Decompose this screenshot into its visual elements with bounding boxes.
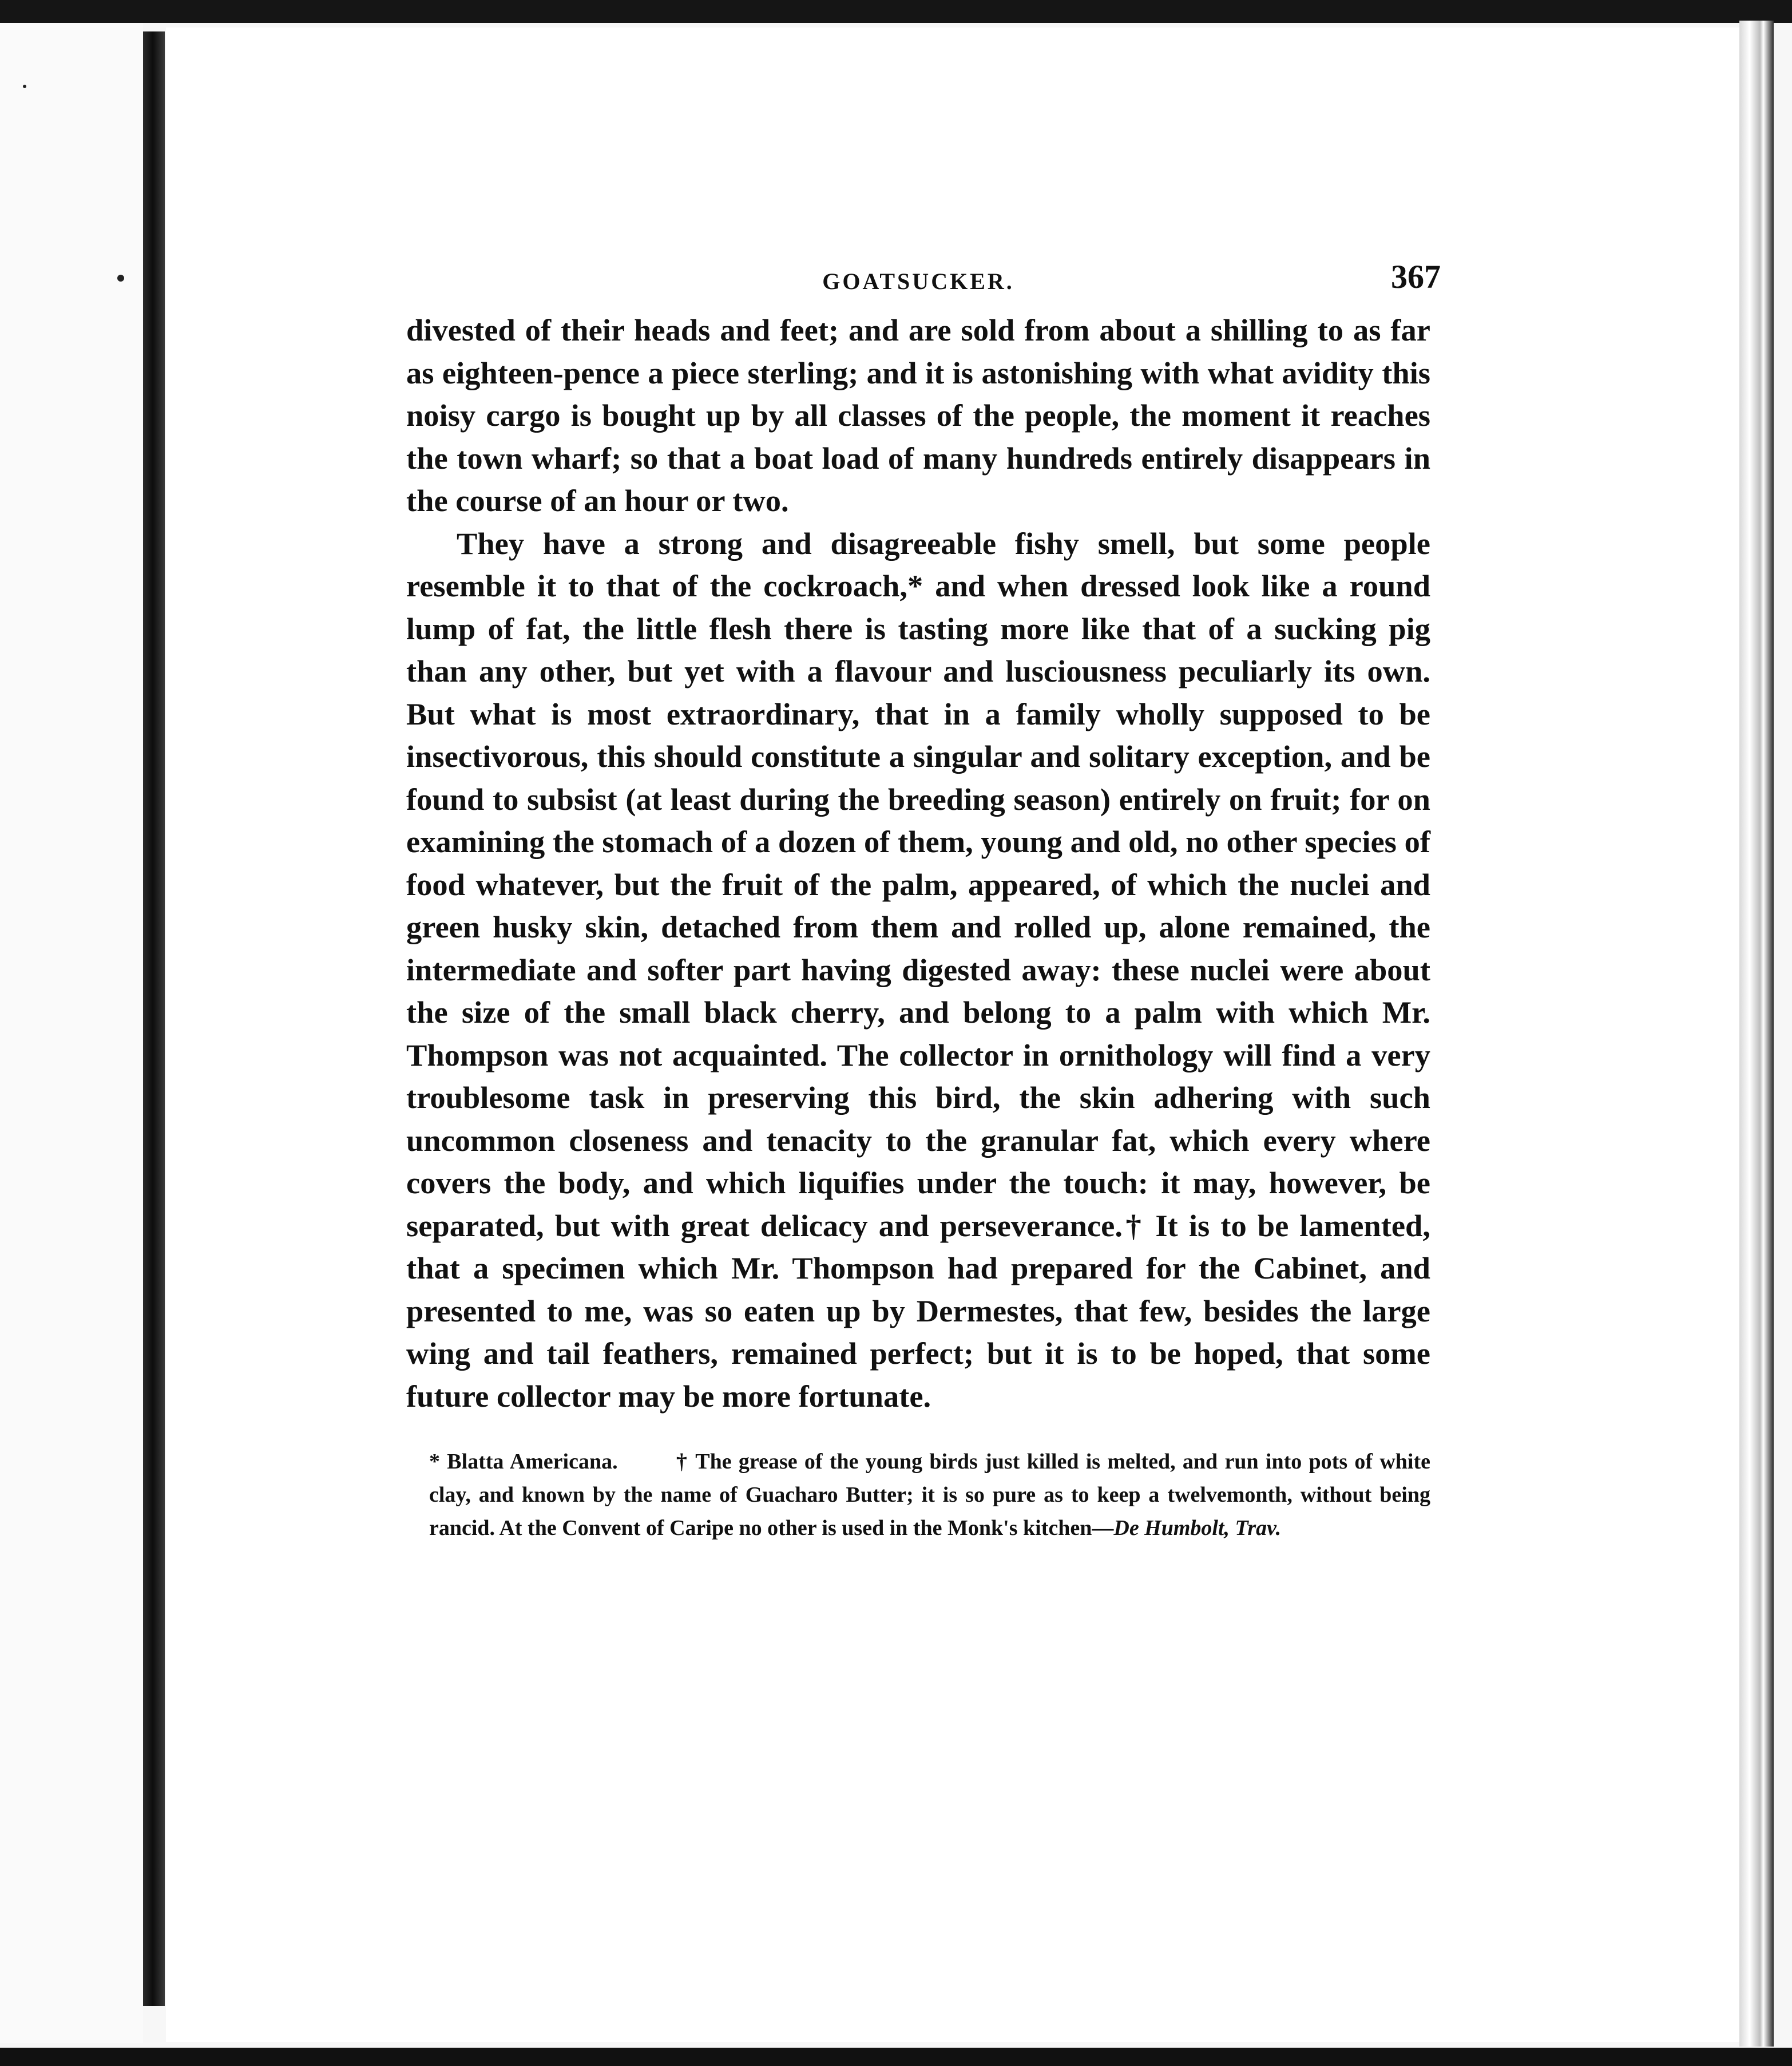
- scan-top-border: [0, 0, 1792, 23]
- footnote-blatta: * Blatta Americana.: [429, 1450, 618, 1474]
- footnote-guacharo: † The grease of the young birds just killed is melted, and run into pots of white clay, and known by the name of Guacharo Butter; it is so pure as to keep a twelvemonth, without being rancid. At the Convent of Caripe no other is used in the Monk's kitchen—: [429, 1450, 1430, 1540]
- page-stack-edge: [1739, 21, 1774, 2047]
- margin-speck: [23, 85, 26, 88]
- scan-bottom-border: [0, 2048, 1792, 2066]
- book-gutter: [143, 31, 165, 2006]
- footnote-attribution: De Humbolt, Trav.: [1113, 1516, 1282, 1540]
- body-paragraph: divested of their heads and feet; and are sold from about a shilling to as far as eighteen-pence a piece sterling; and it is astonishing with what avidity this noisy cargo is bought up by all classes of the people, the moment it reaches the town wharf; so that a boat load of many hundreds entirely disappears in the course of an hour or two.: [406, 312, 1430, 518]
- page-number: 367: [1391, 258, 1441, 295]
- page-title: GOATSUCKER.: [822, 268, 1014, 294]
- facing-page-edge: [0, 23, 143, 2043]
- margin-speck: [117, 275, 124, 282]
- body-paragraph: They have a strong and disagreeable fishy smell, but some people resemble it to that of the cockroach,* and when dressed look like a round lump of fat, the little flesh there is tasting more like that of a sucking pig than any other, but yet with a flavour and lusciousness peculiarly its own. But what is most extraordinary, that in a family wholly supposed to be insectivorous, this should constitute a singular and solitary exception, and be found to subsist (at least during the breeding season) entirely on fruit; for on examining the stomach of a dozen of them, young and old, no other species of food whatever, but the fruit of the palm, appeared, of which the nuclei and green husky skin, detached from them and rolled up, alone remained, the intermediate and softer part having digested away: these nuclei were about the size of the small black cherry, and belong to a palm with which Mr. Thompson was not acquainted. The collector in ornithology will find a very troublesome task in preserving this bird, the skin adhering with such uncommon closeness and tenacity to the granular fat, which every where covers the body, and which liquifies under the touch: it may, however, be separated, but with great delicacy and perseverance.† It is to be lamented, that a specimen which Mr. Thompson had prepared for the Cabinet, and presented to me, was so eaten up by Dermestes, that few, besides the large wing and tail feathers, remained perfect; but it is to be hoped, that some future collector may be more fortunate.: [406, 525, 1430, 1414]
- footnotes: [406, 1445, 1430, 1545]
- running-head: [406, 258, 1441, 303]
- page-text-block: [406, 258, 1441, 1545]
